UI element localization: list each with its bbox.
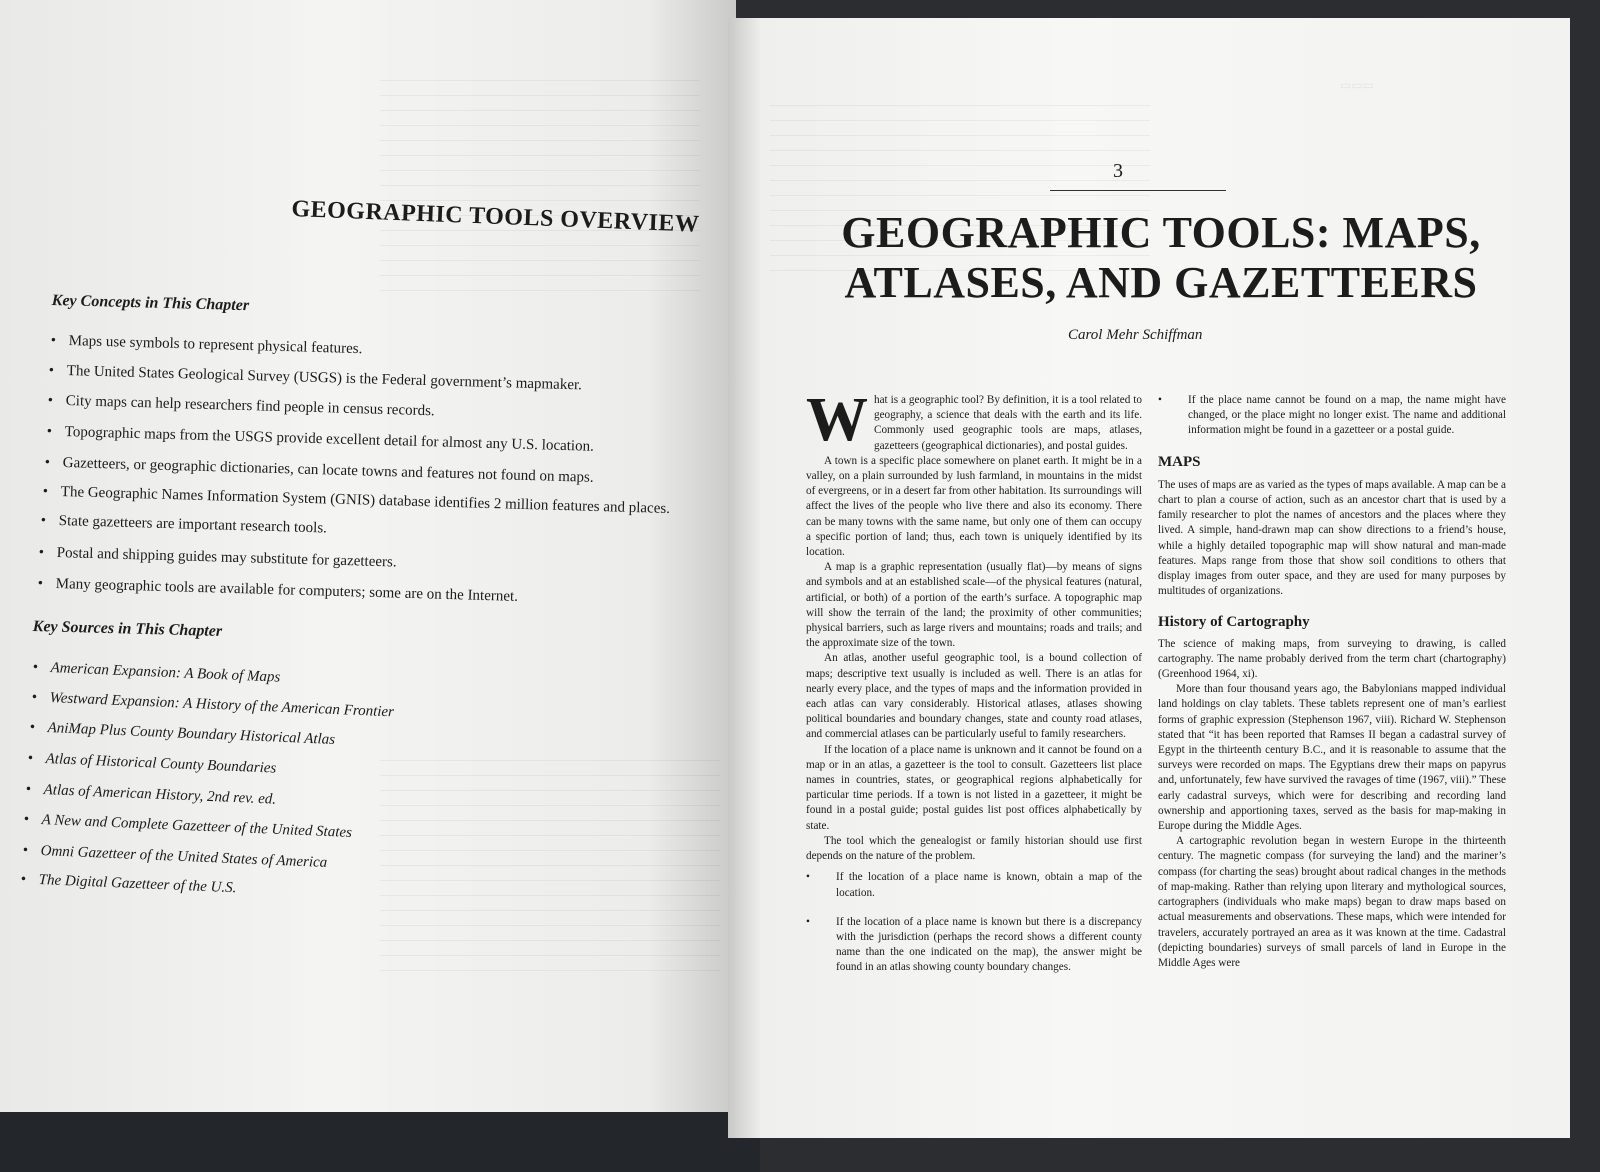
bullet-list xyxy=(806,870,1142,975)
paragraph: A cartographic revolution began in western Europe in the thirteenth century. The magnetic compass (for surveying the land) and the mariner’s compass (for charting the seas) brought about radical changes in the methods of map-making. Rather than relying upon literary and mythological sources, cartographers (individuals who make maps) began to draw maps based on actual measurements and observations. These maps, which were intended for travelers, accurately portrayed an area as it was known at the time. Cadastral (depicting boundaries) surveys of small parcels of land in Europe in the Middle Ages were xyxy=(1158,835,1506,969)
left-page xyxy=(0,0,736,1112)
list-item: • AniMap Plus County Boundary Historical Atlas xyxy=(47,720,335,749)
list-item: • Postal and shipping guides may substitute for gazetteers. xyxy=(57,545,397,571)
list-item: • American Expansion: A Book of Maps xyxy=(50,660,280,687)
list-item: • The United States Geological Survey (USGS) is the Federal government’s mapmaker. xyxy=(67,363,583,394)
paragraph: A town is a specific place somewhere on planet earth. It might be in a valley, on a plain surrounded by lush farmland, in mountains in the midst of evergreens, or in a desert far from other habitation. Its surroundings will affect the lives of the people who live there and also its economy. There can be many towns with the same name, but only one of them can occupy a specific portion of land; thus, each town is uniquely identified by its location. xyxy=(806,454,1142,559)
list-item: • City maps can help researchers find people in census records. xyxy=(66,393,435,420)
paragraph: The uses of maps are as varied as the types of maps available. A map can be a chart to plan a course of action, such as an ancestor chart that is used by a family researcher to plot the names of ancestors and the places where they lived. A simple, hand-drawn map can show directions to a friend’s house, while a highly detailed topographic map will show natural and man-made features. Maps range from those that show soil conditions to others that display images from outer space, and they are used for many purposes by multitudes of organizations. xyxy=(1158,478,1506,598)
show-through-text xyxy=(380,80,700,300)
paragraph: The tool which the genealogist or family historian should use first depends on the nature of the problem. xyxy=(806,834,1142,863)
list-item: • Atlas of Historical County Boundaries xyxy=(45,751,276,778)
list-item: • Topographic maps from the USGS provide excellent detail for almost any U.S. location. xyxy=(65,424,595,456)
list-item: • If the location of a place name is known but there is a discrepancy with the jurisdiction (perhaps the record shows a different county name than the one indicated on the map), the answer might be found in an atlas showing county boundary changes. xyxy=(806,915,1142,976)
maps-heading: MAPS xyxy=(1158,453,1201,470)
key-concepts-heading: Key Concepts in This Chapter xyxy=(51,292,250,315)
chapter-title xyxy=(836,208,1486,308)
paragraph: If the location of a place name is unknown and it cannot be found on a map or in an atlas, a gazetteer is the tool to consult. Gazetteers list place names in countries, states, or geographical regions alphabetically for particular time periods. If a town is not listed in a gazetteer, it might be found in a postal guide; postal guides list post offices alphabetically by state. xyxy=(806,743,1142,832)
show-through-text xyxy=(380,760,720,980)
list-item: • State gazetteers are important research tools. xyxy=(59,513,328,537)
list-item: • Omni Gazetteer of the United States of America xyxy=(40,843,327,872)
author-name: Carol Mehr Schiffman xyxy=(1068,327,1203,343)
list-item: • If the location of a place name is known, obtain a map of the location. xyxy=(806,870,1142,900)
body-column-2 xyxy=(1158,393,1506,971)
history-heading: History of Cartography xyxy=(1158,614,1310,631)
list-item: • Many geographic tools are available for computers; some are on the Internet. xyxy=(56,576,519,606)
overview-title: GEOGRAPHIC TOOLS OVERVIEW xyxy=(291,196,700,238)
body-column-1 xyxy=(806,386,1142,990)
paragraph: The science of making maps, from surveying to drawing, is called cartography. The name probably derived from the term chart (chartography) (Greenhood 1964, xi). xyxy=(1158,637,1506,681)
running-head-ghost: ▭▭▭ xyxy=(1340,78,1375,92)
list-item: • Westward Expansion: A History of the American Frontier xyxy=(49,690,394,721)
drop-cap: W xyxy=(806,386,868,454)
chapter-number: 3 xyxy=(1113,160,1123,182)
intro-paragraph: What is a geographic tool? By definition, it is a tool related to geography, a science that deals with the earth and its life. Commonly used geographic tools are maps, atlases, gazetteers (geographical dictionaries), and postal guides. xyxy=(806,386,1142,454)
list-item: • If the place name cannot be found on a map, the name might have changed, or the place might no longer exist. The name and additional information might be found in a gazetteer or a postal guide. xyxy=(1158,393,1506,439)
chapter-title-line2: ATLASES, AND GAZETTEERS xyxy=(844,258,1478,307)
list-item: • The Digital Gazetteer of the U.S. xyxy=(38,872,236,897)
bullet-list xyxy=(1158,393,1506,439)
paragraph: More than four thousand years ago, the Babylonians mapped individual land holdings on clay tablets. These tablets represent one of man’s earliest forms of graphic expression (Stephenson 1967, viii). Richard W. Stephenson stated that “it has been reported that Ramses II began a cadastral survey of Egypt in the thirteenth century B.C., and it is reasonable to assume that the surveys were recorded on maps. The Egyptians drew their maps on papyrus and, unfortunately, few have survived the ravages of time (1967, viii).” These early cadastral surveys, which were for describing and recording land ownership and apportioning taxes, served as the basis for map-making in Europe during the Middle Ages. xyxy=(1158,683,1506,833)
paragraph: A map is a graphic representation (usually flat)—by means of signs and symbols and at an established scale—of the physical features (natural, artificial, or both) of a portion of the earth’s surface. A topographic map will show the terrain of the land; the proximity of other communities; physical barriers, such as large rivers and mountains; roads and trails; and the approximate size of the town. xyxy=(806,561,1142,650)
list-item: • Gazetteers, or geographic dictionaries, can locate towns and features not found on maps. xyxy=(63,455,594,487)
list-item: • The Geographic Names Information System (GNIS) database identifies 2 million features and places. xyxy=(61,484,671,518)
chapter-title-line1: GEOGRAPHIC TOOLS: MAPS, xyxy=(841,208,1481,257)
paragraph: An atlas, another useful geographic tool, is a bound collection of maps; descriptive text usually is included as well. There is an atlas for nearly every place, and the types of maps and the information provided in each atlas can vary considerably. Historical atlases, atlases showing political boundaries and boundary changes, state and county road atlases, and commercial atlases can be particularly useful to family researchers. xyxy=(806,652,1142,741)
chapter-rule xyxy=(1050,190,1226,191)
list-item: • A New and Complete Gazetteer of the United States xyxy=(41,812,352,842)
list-item: • Maps use symbols to represent physical features. xyxy=(69,333,363,358)
list-item: • Atlas of American History, 2nd rev. ed. xyxy=(43,782,276,809)
key-sources-heading: Key Sources in This Chapter xyxy=(32,618,223,640)
